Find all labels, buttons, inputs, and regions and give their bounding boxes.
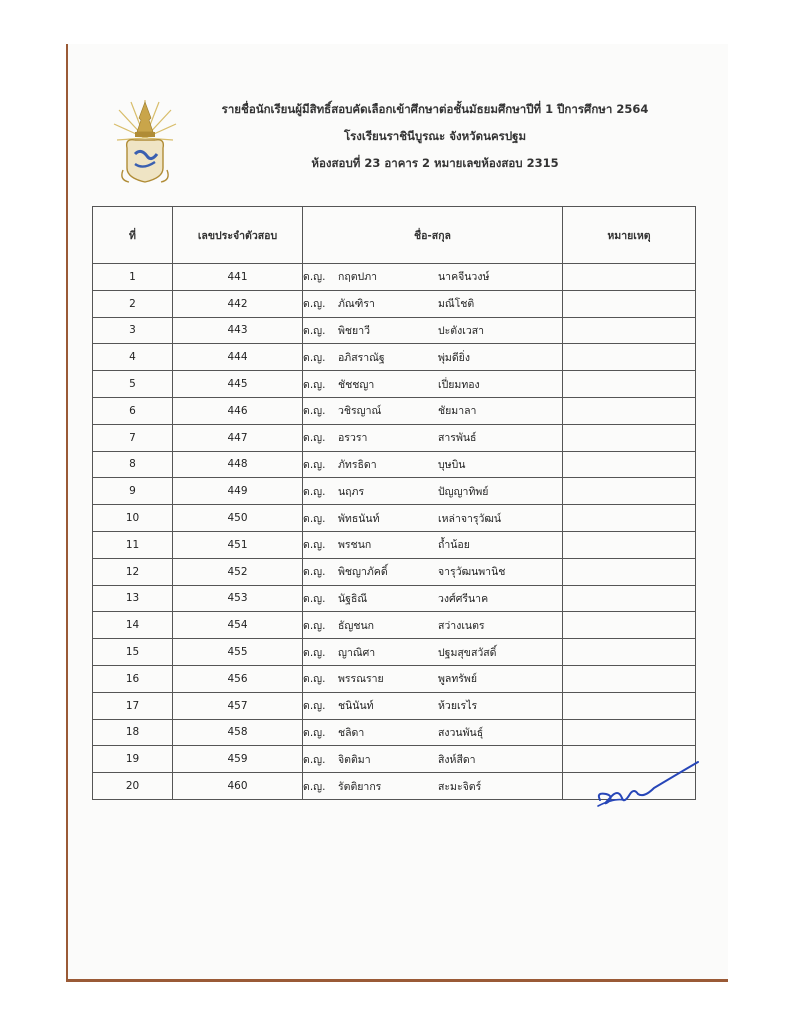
remark-cell	[563, 397, 696, 424]
last-name: จารุวัฒนพานิช	[438, 566, 506, 579]
student-name	[303, 531, 563, 558]
remark-cell	[563, 692, 696, 719]
last-name: สงวนพันธุ์	[438, 726, 484, 739]
remark-cell	[563, 290, 696, 317]
last-name: เหล่าจารุวัฒน์	[438, 512, 502, 525]
last-name: ปะตังเวสา	[438, 324, 485, 337]
remark-cell	[563, 505, 696, 532]
exam-room-info: ห้องสอบที่ 23 อาคาร 2 หมายเลขห้องสอบ 2315	[311, 156, 559, 170]
last-name: ปฐมสุขสวัสดิ์	[438, 646, 497, 659]
row-number: 10	[93, 505, 173, 532]
remark-cell	[563, 558, 696, 585]
exam-id: 442	[173, 290, 303, 317]
last-name: พุ่มดียิ่ง	[438, 351, 470, 364]
table-row	[93, 478, 696, 505]
student-name	[303, 397, 563, 424]
first-name: รัตติยากร	[338, 780, 382, 793]
column-header-remarks: หมายเหตุ	[563, 207, 696, 264]
document-title: รายชื่อนักเรียนผู้มีสิทธิ์สอบคัดเลือกเข้าศึกษาต่อชั้นมัธยมศึกษาปีที่ 1 ปีการศึกษา 2564	[221, 102, 649, 116]
last-name: ชัยมาลา	[438, 405, 477, 418]
column-header-name: ชื่อ-สกุล	[303, 207, 563, 264]
last-name: สะมะจิตร์	[438, 780, 482, 793]
name-prefix: ด.ญ.	[303, 485, 326, 498]
row-number: 1	[93, 264, 173, 291]
row-number: 9	[93, 478, 173, 505]
exam-id: 444	[173, 344, 303, 371]
student-name	[303, 505, 563, 532]
name-prefix: ด.ญ.	[303, 726, 326, 739]
last-name: วงศ์ศรีนาค	[438, 592, 489, 605]
row-number: 18	[93, 719, 173, 746]
first-name: วชิรญาณ์	[338, 405, 382, 418]
column-header-number: ที่	[93, 207, 173, 264]
remark-cell	[563, 478, 696, 505]
name-prefix: ด.ญ.	[303, 512, 326, 525]
student-roster-table	[92, 206, 696, 800]
table-row	[93, 585, 696, 612]
table-row	[93, 451, 696, 478]
exam-id: 453	[173, 585, 303, 612]
table-body	[93, 264, 696, 800]
table-row	[93, 397, 696, 424]
first-name: นัฐธิณี	[338, 592, 368, 605]
exam-id: 459	[173, 746, 303, 773]
table-row	[93, 719, 696, 746]
first-name: พรชนก	[338, 539, 372, 552]
remark-cell	[563, 612, 696, 639]
last-name: ปัญญาทิพย์	[438, 485, 489, 498]
first-name: พรรณราย	[338, 673, 384, 686]
name-prefix: ด.ญ.	[303, 780, 326, 793]
name-prefix: ด.ญ.	[303, 646, 326, 659]
exam-id: 450	[173, 505, 303, 532]
first-name: นฤภร	[338, 485, 365, 498]
first-name: พิชญาภัคดิ์	[338, 566, 388, 579]
name-prefix: ด.ญ.	[303, 432, 326, 445]
school-emblem-icon	[113, 98, 177, 186]
table-row	[93, 264, 696, 291]
student-name	[303, 478, 563, 505]
exam-id: 460	[173, 773, 303, 800]
last-name: บุษบิน	[438, 458, 466, 471]
table-row	[93, 505, 696, 532]
name-prefix: ด.ญ.	[303, 271, 326, 284]
student-name	[303, 612, 563, 639]
name-prefix: ด.ญ.	[303, 619, 326, 632]
name-prefix: ด.ญ.	[303, 700, 326, 713]
student-name	[303, 665, 563, 692]
remark-cell	[563, 317, 696, 344]
table-row	[93, 290, 696, 317]
remark-cell	[563, 719, 696, 746]
table-row	[93, 558, 696, 585]
row-number: 5	[93, 371, 173, 398]
first-name: อรวรา	[338, 432, 368, 445]
name-prefix: ด.ญ.	[303, 753, 326, 766]
row-number: 19	[93, 746, 173, 773]
exam-id: 451	[173, 531, 303, 558]
student-name	[303, 719, 563, 746]
student-name	[303, 290, 563, 317]
exam-id: 455	[173, 639, 303, 666]
document-header	[210, 96, 660, 177]
name-prefix: ด.ญ.	[303, 592, 326, 605]
remark-cell	[563, 585, 696, 612]
row-number: 15	[93, 639, 173, 666]
exam-id: 452	[173, 558, 303, 585]
row-number: 20	[93, 773, 173, 800]
remark-cell	[563, 665, 696, 692]
row-number: 11	[93, 531, 173, 558]
student-name	[303, 558, 563, 585]
first-name: ธัญชนก	[338, 619, 375, 632]
row-number: 2	[93, 290, 173, 317]
last-name: สว่างเนตร	[438, 619, 485, 632]
name-prefix: ด.ญ.	[303, 324, 326, 337]
student-name	[303, 451, 563, 478]
exam-id: 448	[173, 451, 303, 478]
exam-id: 445	[173, 371, 303, 398]
table-row	[93, 371, 696, 398]
first-name: อภิสราณัฐ	[338, 351, 385, 364]
name-prefix: ด.ญ.	[303, 378, 326, 391]
row-number: 12	[93, 558, 173, 585]
remark-cell	[563, 424, 696, 451]
exam-id: 441	[173, 264, 303, 291]
exam-id: 456	[173, 665, 303, 692]
student-name	[303, 264, 563, 291]
student-name	[303, 371, 563, 398]
exam-id: 458	[173, 719, 303, 746]
first-name: พิชยาวี	[338, 324, 370, 337]
name-prefix: ด.ญ.	[303, 566, 326, 579]
row-number: 13	[93, 585, 173, 612]
student-name	[303, 692, 563, 719]
exam-id: 446	[173, 397, 303, 424]
table-row	[93, 612, 696, 639]
exam-id: 454	[173, 612, 303, 639]
first-name: จิตติมา	[338, 753, 371, 766]
name-prefix: ด.ญ.	[303, 673, 326, 686]
table-row	[93, 317, 696, 344]
student-name	[303, 773, 563, 800]
student-name	[303, 317, 563, 344]
remark-cell	[563, 371, 696, 398]
first-name: กฤตปภา	[338, 271, 378, 284]
last-name: นาคจีนวงษ์	[438, 271, 490, 284]
name-prefix: ด.ญ.	[303, 351, 326, 364]
last-name: เปี่ยมทอง	[438, 378, 480, 391]
remark-cell	[563, 531, 696, 558]
row-number: 4	[93, 344, 173, 371]
student-name	[303, 424, 563, 451]
exam-id: 447	[173, 424, 303, 451]
exam-id: 449	[173, 478, 303, 505]
remark-cell	[563, 639, 696, 666]
student-name	[303, 585, 563, 612]
first-name: ภัณฑิรา	[338, 298, 375, 311]
last-name: สิงห์สีดา	[438, 753, 476, 766]
table-row	[93, 531, 696, 558]
name-prefix: ด.ญ.	[303, 458, 326, 471]
first-name: ภัทรธิดา	[338, 458, 377, 471]
name-prefix: ด.ญ.	[303, 405, 326, 418]
last-name: พูลทรัพย์	[438, 673, 477, 686]
row-number: 3	[93, 317, 173, 344]
row-number: 14	[93, 612, 173, 639]
table-header-row	[93, 207, 696, 264]
row-number: 17	[93, 692, 173, 719]
last-name: มณีโชติ	[438, 298, 475, 311]
last-name: ถ้ำน้อย	[438, 539, 470, 552]
table-row	[93, 692, 696, 719]
name-prefix: ด.ญ.	[303, 298, 326, 311]
row-number: 8	[93, 451, 173, 478]
exam-id: 457	[173, 692, 303, 719]
row-number: 7	[93, 424, 173, 451]
first-name: ชลิดา	[338, 726, 365, 739]
handwritten-signature-icon	[594, 758, 700, 810]
remark-cell	[563, 264, 696, 291]
student-name	[303, 639, 563, 666]
last-name: สารพันธ์	[438, 432, 477, 445]
column-header-exam-id: เลขประจำตัวสอบ	[173, 207, 303, 264]
last-name: ห้วยเรไร	[438, 700, 478, 713]
table-row	[93, 424, 696, 451]
table-row	[93, 639, 696, 666]
first-name: ญาณิศา	[338, 646, 376, 659]
table-row	[93, 665, 696, 692]
row-number: 16	[93, 665, 173, 692]
table-row	[93, 344, 696, 371]
remark-cell	[563, 451, 696, 478]
row-number: 6	[93, 397, 173, 424]
student-name	[303, 746, 563, 773]
name-prefix: ด.ญ.	[303, 539, 326, 552]
remark-cell	[563, 344, 696, 371]
exam-id: 443	[173, 317, 303, 344]
first-name: ชนินันท์	[338, 700, 374, 713]
student-name	[303, 344, 563, 371]
first-name: พัทธนันท์	[338, 512, 380, 525]
first-name: ชัชชญา	[338, 378, 375, 391]
school-name: โรงเรียนราชินีบูรณะ จังหวัดนครปฐม	[343, 129, 527, 143]
